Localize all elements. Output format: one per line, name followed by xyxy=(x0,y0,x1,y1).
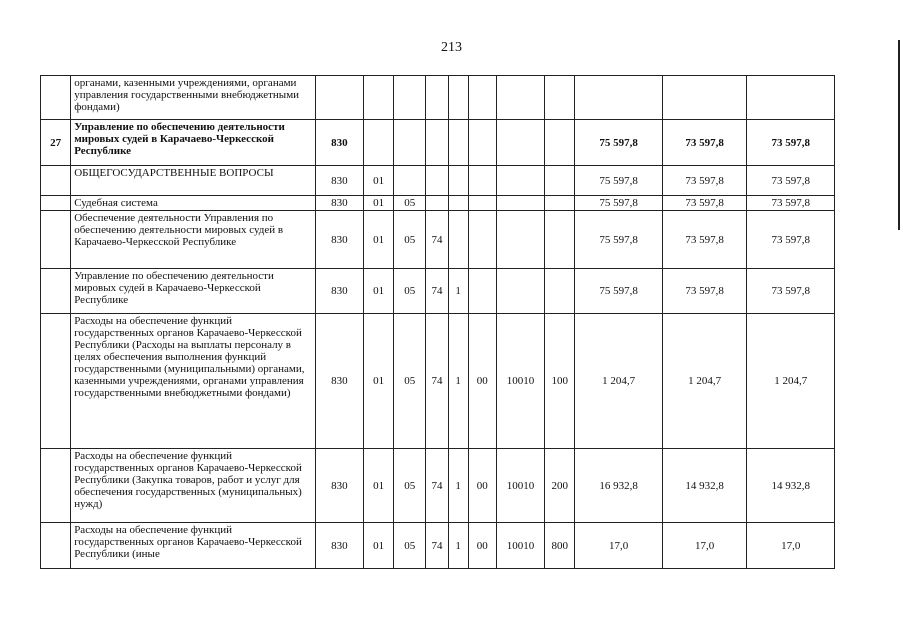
table-row xyxy=(41,523,835,569)
row-number xyxy=(41,523,71,569)
code-section: 01 xyxy=(364,196,394,211)
code-subprogram: 1 xyxy=(448,523,468,569)
amount-year-3: 73 597,8 xyxy=(747,166,835,196)
code-subsection: 05 xyxy=(394,196,426,211)
amount-year-2: 73 597,8 xyxy=(662,166,747,196)
budget-table xyxy=(40,75,835,569)
code-event xyxy=(468,196,496,211)
code-section: 01 xyxy=(364,166,394,196)
code-event xyxy=(468,120,496,166)
row-name: ОБЩЕГОСУДАРСТВЕННЫЕ ВОПРОСЫ xyxy=(71,166,316,196)
row-name: Судебная система xyxy=(71,196,316,211)
code-subsection xyxy=(394,166,426,196)
code-section: 01 xyxy=(364,211,394,269)
row-number: 27 xyxy=(41,120,71,166)
amount-year-3: 14 932,8 xyxy=(747,449,835,523)
table-row xyxy=(41,76,835,120)
row-number xyxy=(41,449,71,523)
code-program xyxy=(426,166,448,196)
amount-year-1: 75 597,8 xyxy=(575,269,663,314)
code-direction xyxy=(496,120,544,166)
code-expense-type: 200 xyxy=(545,449,575,523)
code-section xyxy=(364,76,394,120)
code-event: 00 xyxy=(468,523,496,569)
code-expense-type xyxy=(545,211,575,269)
code-subprogram: 1 xyxy=(448,314,468,449)
code-ministry: 830 xyxy=(315,269,363,314)
code-ministry: 830 xyxy=(315,449,363,523)
amount-year-1: 75 597,8 xyxy=(575,211,663,269)
table-row xyxy=(41,166,835,196)
amount-year-1: 17,0 xyxy=(575,523,663,569)
amount-year-2 xyxy=(662,76,747,120)
code-direction: 10010 xyxy=(496,449,544,523)
amount-year-3 xyxy=(747,76,835,120)
code-direction: 10010 xyxy=(496,523,544,569)
amount-year-2: 73 597,8 xyxy=(662,211,747,269)
row-name: Расходы на обеспечение функций государственных органов Карачаево-Черкесской Республики (иные xyxy=(71,523,316,569)
code-ministry: 830 xyxy=(315,166,363,196)
code-event xyxy=(468,269,496,314)
amount-year-2: 1 204,7 xyxy=(662,314,747,449)
amount-year-3: 73 597,8 xyxy=(747,269,835,314)
amount-year-1 xyxy=(575,76,663,120)
row-number xyxy=(41,314,71,449)
code-program xyxy=(426,76,448,120)
code-ministry: 830 xyxy=(315,120,363,166)
amount-year-2: 17,0 xyxy=(662,523,747,569)
row-name: Обеспечение деятельности Управления по обеспечению деятельности мировых судей в Карачаево-Черкесской Республике xyxy=(71,211,316,269)
code-direction xyxy=(496,166,544,196)
code-subprogram xyxy=(448,211,468,269)
amount-year-1: 75 597,8 xyxy=(575,166,663,196)
row-number xyxy=(41,211,71,269)
amount-year-2: 73 597,8 xyxy=(662,120,747,166)
code-direction: 10010 xyxy=(496,314,544,449)
code-section: 01 xyxy=(364,314,394,449)
code-section xyxy=(364,120,394,166)
table-row xyxy=(41,314,835,449)
code-subsection xyxy=(394,76,426,120)
code-section: 01 xyxy=(364,449,394,523)
amount-year-1: 75 597,8 xyxy=(575,196,663,211)
code-ministry: 830 xyxy=(315,314,363,449)
code-direction xyxy=(496,211,544,269)
code-expense-type xyxy=(545,269,575,314)
row-number xyxy=(41,269,71,314)
code-expense-type xyxy=(545,76,575,120)
code-program xyxy=(426,196,448,211)
code-direction xyxy=(496,76,544,120)
row-name: органами, казенными учреждениями, органами управления государственными внебюджетными фондами) xyxy=(71,76,316,120)
code-event xyxy=(468,166,496,196)
code-direction xyxy=(496,196,544,211)
code-section: 01 xyxy=(364,269,394,314)
code-ministry: 830 xyxy=(315,211,363,269)
amount-year-3: 1 204,7 xyxy=(747,314,835,449)
code-subprogram xyxy=(448,76,468,120)
code-ministry: 830 xyxy=(315,523,363,569)
row-name: Управление по обеспечению деятельности мировых судей в Карачаево-Черкесской Республике xyxy=(71,120,316,166)
code-ministry: 830 xyxy=(315,196,363,211)
code-subprogram xyxy=(448,196,468,211)
table-row xyxy=(41,211,835,269)
page-edge-line xyxy=(898,40,900,230)
amount-year-3: 73 597,8 xyxy=(747,120,835,166)
code-program: 74 xyxy=(426,211,448,269)
code-expense-type xyxy=(545,166,575,196)
amount-year-2: 73 597,8 xyxy=(662,196,747,211)
code-subsection: 05 xyxy=(394,523,426,569)
table-row xyxy=(41,196,835,211)
amount-year-3: 73 597,8 xyxy=(747,211,835,269)
code-program: 74 xyxy=(426,523,448,569)
code-event xyxy=(468,76,496,120)
amount-year-2: 14 932,8 xyxy=(662,449,747,523)
amount-year-1: 16 932,8 xyxy=(575,449,663,523)
code-expense-type xyxy=(545,196,575,211)
page-number: 213 xyxy=(441,40,462,55)
table-row xyxy=(41,269,835,314)
amount-year-1: 1 204,7 xyxy=(575,314,663,449)
code-direction xyxy=(496,269,544,314)
code-event: 00 xyxy=(468,314,496,449)
code-section: 01 xyxy=(364,523,394,569)
code-subprogram: 1 xyxy=(448,269,468,314)
code-event xyxy=(468,211,496,269)
code-subprogram xyxy=(448,120,468,166)
code-program xyxy=(426,120,448,166)
amount-year-2: 73 597,8 xyxy=(662,269,747,314)
code-expense-type: 800 xyxy=(545,523,575,569)
amount-year-3: 73 597,8 xyxy=(747,196,835,211)
code-program: 74 xyxy=(426,314,448,449)
row-number xyxy=(41,166,71,196)
code-subsection: 05 xyxy=(394,211,426,269)
row-name: Расходы на обеспечение функций государственных органов Карачаево-Черкесской Республики (Закупка товаров, работ и услуг для обеспечения государственных (муниципальных) нужд) xyxy=(71,449,316,523)
row-name: Расходы на обеспечение функций государственных органов Карачаево-Черкесской Республики (Расходы на выплаты персоналу в целях обеспечения выполнения функций государственными (муниципальными) органами, казенными учреждениями, органами управления государственными внебюджетными фондами) xyxy=(71,314,316,449)
code-subsection: 05 xyxy=(394,314,426,449)
code-program: 74 xyxy=(426,269,448,314)
row-name: Управление по обеспечению деятельности мировых судей в Карачаево-Черкесской Республике xyxy=(71,269,316,314)
amount-year-3: 17,0 xyxy=(747,523,835,569)
code-subsection: 05 xyxy=(394,269,426,314)
code-event: 00 xyxy=(468,449,496,523)
code-subsection xyxy=(394,120,426,166)
row-number xyxy=(41,76,71,120)
budget-table-body xyxy=(41,76,835,569)
code-subsection: 05 xyxy=(394,449,426,523)
code-subprogram xyxy=(448,166,468,196)
row-number xyxy=(41,196,71,211)
code-expense-type xyxy=(545,120,575,166)
table-row xyxy=(41,120,835,166)
code-expense-type: 100 xyxy=(545,314,575,449)
amount-year-1: 75 597,8 xyxy=(575,120,663,166)
table-row xyxy=(41,449,835,523)
code-ministry xyxy=(315,76,363,120)
code-program: 74 xyxy=(426,449,448,523)
code-subprogram: 1 xyxy=(448,449,468,523)
